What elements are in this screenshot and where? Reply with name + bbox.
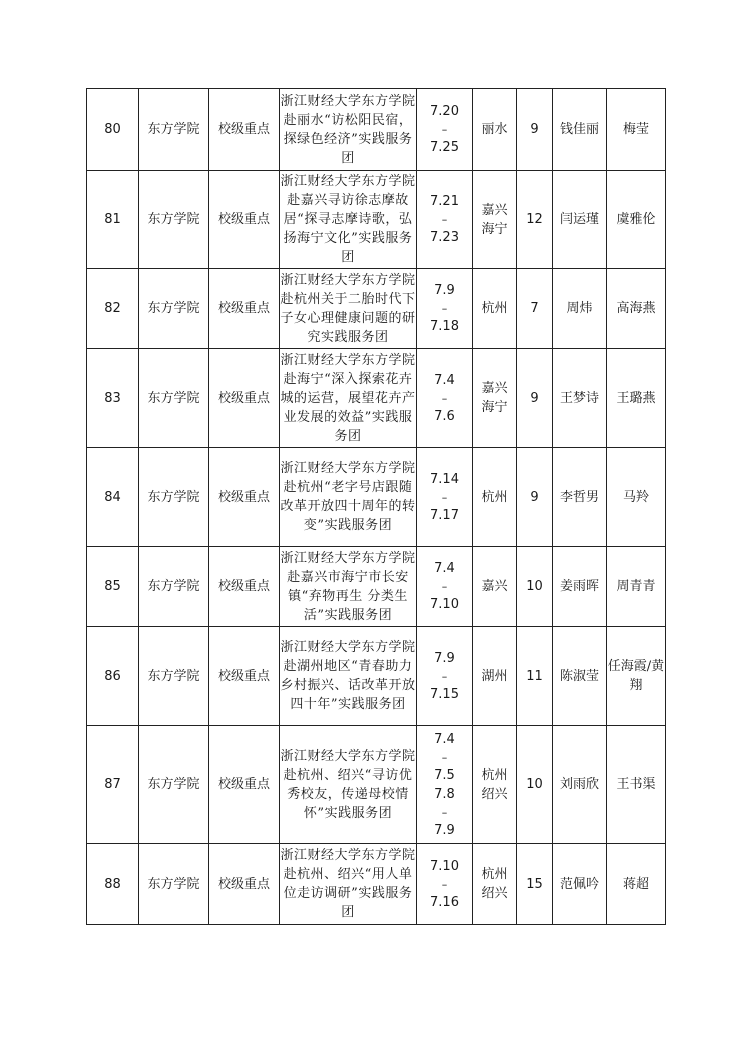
advisor-cell: 任海霞/黄 翔 <box>607 627 666 726</box>
date-value: 7.4 <box>434 372 455 388</box>
location-value: 绍兴 <box>481 886 508 901</box>
location-value: 杭州 <box>481 867 508 882</box>
location-cell <box>473 726 517 844</box>
date-value: 7.9 <box>434 283 455 298</box>
advisor-cell: 王书渠 <box>607 726 666 844</box>
member-count-cell: 12 <box>517 171 553 269</box>
location-value: 杭州 <box>481 489 508 505</box>
level-cell: 校级重点 <box>209 547 280 627</box>
college-cell: 东方学院 <box>139 171 209 269</box>
date-value: 7.6 <box>434 408 455 424</box>
date-value: 7.16 <box>430 894 459 910</box>
college-cell: 东方学院 <box>139 448 209 547</box>
date-separator: – <box>441 805 448 819</box>
team-leader-cell: 姜雨晖 <box>553 547 607 627</box>
date-separator: – <box>441 302 448 315</box>
advisor-cell: 高海燕 <box>607 269 666 349</box>
date-separator: – <box>441 213 448 226</box>
project-name-cell: 浙江财经大学东方学院赴海宁“深入探索花卉城的运营，展望花卉产业发展的效益”实践服务团 <box>280 349 417 448</box>
location-value: 湖州 <box>481 668 508 684</box>
date-separator: – <box>441 750 448 764</box>
college-cell: 东方学院 <box>139 89 209 171</box>
college-cell: 东方学院 <box>139 627 209 726</box>
row-number-cell: 84 <box>87 448 139 547</box>
location-cell <box>473 448 517 547</box>
location-value: 海宁 <box>481 221 508 237</box>
location-value: 嘉兴 <box>481 381 508 396</box>
row-number-cell: 82 <box>87 269 139 349</box>
table-row <box>87 448 666 547</box>
project-name-cell: 浙江财经大学东方学院赴丽水“访松阳民宿，探绿色经济”实践服务团 <box>280 89 417 171</box>
location-cell <box>473 844 517 925</box>
level-cell: 校级重点 <box>209 627 280 726</box>
level-cell: 校级重点 <box>209 726 280 844</box>
project-name-cell: 浙江财经大学东方学院赴湖州地区“青春助力乡村振兴、话改革开放四十年”实践服务团 <box>280 627 417 726</box>
college-cell: 东方学院 <box>139 269 209 349</box>
location-value: 海宁 <box>481 400 508 415</box>
table-row <box>87 89 666 171</box>
row-number-cell: 81 <box>87 171 139 269</box>
date-value: 7.25 <box>430 140 459 155</box>
date-range-cell <box>417 349 473 448</box>
location-value: 嘉兴 <box>481 579 508 594</box>
advisor-cell: 梅莹 <box>607 89 666 171</box>
table-row <box>87 349 666 448</box>
advisor-cell: 周青青 <box>607 547 666 627</box>
project-name-cell: 浙江财经大学东方学院赴嘉兴市海宁市长安镇“弃物再生 分类生活”实践服务团 <box>280 547 417 627</box>
date-range-cell <box>417 269 473 349</box>
location-cell <box>473 269 517 349</box>
table-row <box>87 627 666 726</box>
date-separator: – <box>441 877 448 891</box>
location-value: 绍兴 <box>481 786 508 802</box>
location-cell <box>473 89 517 171</box>
date-value: 7.8 <box>434 786 455 802</box>
project-name-cell: 浙江财经大学东方学院赴杭州、绍兴“寻访优秀校友，传递母校情怀”实践服务团 <box>280 726 417 844</box>
team-leader-cell: 周炜 <box>553 269 607 349</box>
date-separator: – <box>441 580 448 593</box>
team-leader-cell: 刘雨欣 <box>553 726 607 844</box>
level-cell: 校级重点 <box>209 269 280 349</box>
date-range-cell <box>417 89 473 171</box>
team-leader-cell: 范佩吟 <box>553 844 607 925</box>
table-row <box>87 547 666 627</box>
date-separator: – <box>441 490 448 504</box>
college-cell: 东方学院 <box>139 844 209 925</box>
level-cell: 校级重点 <box>209 844 280 925</box>
member-count-cell: 10 <box>517 726 553 844</box>
row-number-cell: 85 <box>87 547 139 627</box>
date-value: 7.18 <box>430 319 459 334</box>
date-range-cell <box>417 726 473 844</box>
member-count-cell: 9 <box>517 349 553 448</box>
table-row <box>87 844 666 925</box>
location-cell <box>473 547 517 627</box>
advisor-cell: 虞雅伦 <box>607 171 666 269</box>
location-cell <box>473 171 517 269</box>
date-value: 7.21 <box>430 194 459 209</box>
project-name-cell: 浙江财经大学东方学院赴杭州“老字号店跟随改革开放四十周年的转变”实践服务团 <box>280 448 417 547</box>
location-value: 嘉兴 <box>481 202 508 218</box>
member-count-cell: 11 <box>517 627 553 726</box>
date-value: 7.20 <box>430 104 459 119</box>
member-count-cell: 15 <box>517 844 553 925</box>
date-value: 7.9 <box>434 650 455 666</box>
college-cell: 东方学院 <box>139 726 209 844</box>
row-number-cell: 80 <box>87 89 139 171</box>
date-value: 7.23 <box>430 230 459 245</box>
date-separator: – <box>441 669 448 683</box>
project-name-cell: 浙江财经大学东方学院赴杭州关于二胎时代下子女心理健康问题的研究实践服务团 <box>280 269 417 349</box>
date-value: 7.17 <box>430 507 459 523</box>
member-count-cell: 7 <box>517 269 553 349</box>
location-value: 杭州 <box>481 301 508 316</box>
member-count-cell: 9 <box>517 448 553 547</box>
table-row <box>87 269 666 349</box>
row-number-cell: 83 <box>87 349 139 448</box>
member-count-cell: 10 <box>517 547 553 627</box>
level-cell: 校级重点 <box>209 89 280 171</box>
date-range-cell <box>417 171 473 269</box>
advisor-cell: 蒋超 <box>607 844 666 925</box>
level-cell: 校级重点 <box>209 349 280 448</box>
location-value: 杭州 <box>481 767 508 783</box>
team-leader-cell: 陈淑莹 <box>553 627 607 726</box>
advisor-cell: 马羚 <box>607 448 666 547</box>
date-separator: – <box>441 123 448 136</box>
team-leader-cell: 李哲男 <box>553 448 607 547</box>
row-number-cell: 87 <box>87 726 139 844</box>
location-cell <box>473 627 517 726</box>
advisor-cell: 王璐燕 <box>607 349 666 448</box>
location-cell <box>473 349 517 448</box>
row-number-cell: 88 <box>87 844 139 925</box>
college-cell: 东方学院 <box>139 547 209 627</box>
practice-team-table <box>86 88 666 925</box>
project-name-cell: 浙江财经大学东方学院赴嘉兴寻访徐志摩故居“探寻志摩诗歌，弘扬海宁文化”实践服务团 <box>280 171 417 269</box>
college-cell: 东方学院 <box>139 349 209 448</box>
date-separator: – <box>441 391 448 405</box>
level-cell: 校级重点 <box>209 448 280 547</box>
member-count-cell: 9 <box>517 89 553 171</box>
date-value: 7.14 <box>430 471 459 487</box>
team-leader-cell: 钱佳丽 <box>553 89 607 171</box>
table-body <box>87 89 666 925</box>
date-value: 7.4 <box>434 561 455 576</box>
date-value: 7.15 <box>430 686 459 702</box>
project-name-cell: 浙江财经大学东方学院赴杭州、绍兴“用人单位走访调研”实践服务团 <box>280 844 417 925</box>
date-range-cell <box>417 547 473 627</box>
team-leader-cell: 王梦诗 <box>553 349 607 448</box>
date-value: 7.4 <box>434 731 455 747</box>
date-value: 7.10 <box>430 597 459 612</box>
date-range-cell <box>417 448 473 547</box>
date-value: 7.9 <box>434 822 455 838</box>
date-value: 7.5 <box>434 767 455 783</box>
date-range-cell <box>417 844 473 925</box>
date-value: 7.10 <box>430 858 459 874</box>
date-range-cell <box>417 627 473 726</box>
level-cell: 校级重点 <box>209 171 280 269</box>
row-number-cell: 86 <box>87 627 139 726</box>
table-row <box>87 171 666 269</box>
location-value: 丽水 <box>481 122 508 137</box>
table-row <box>87 726 666 844</box>
team-leader-cell: 闫运瑾 <box>553 171 607 269</box>
